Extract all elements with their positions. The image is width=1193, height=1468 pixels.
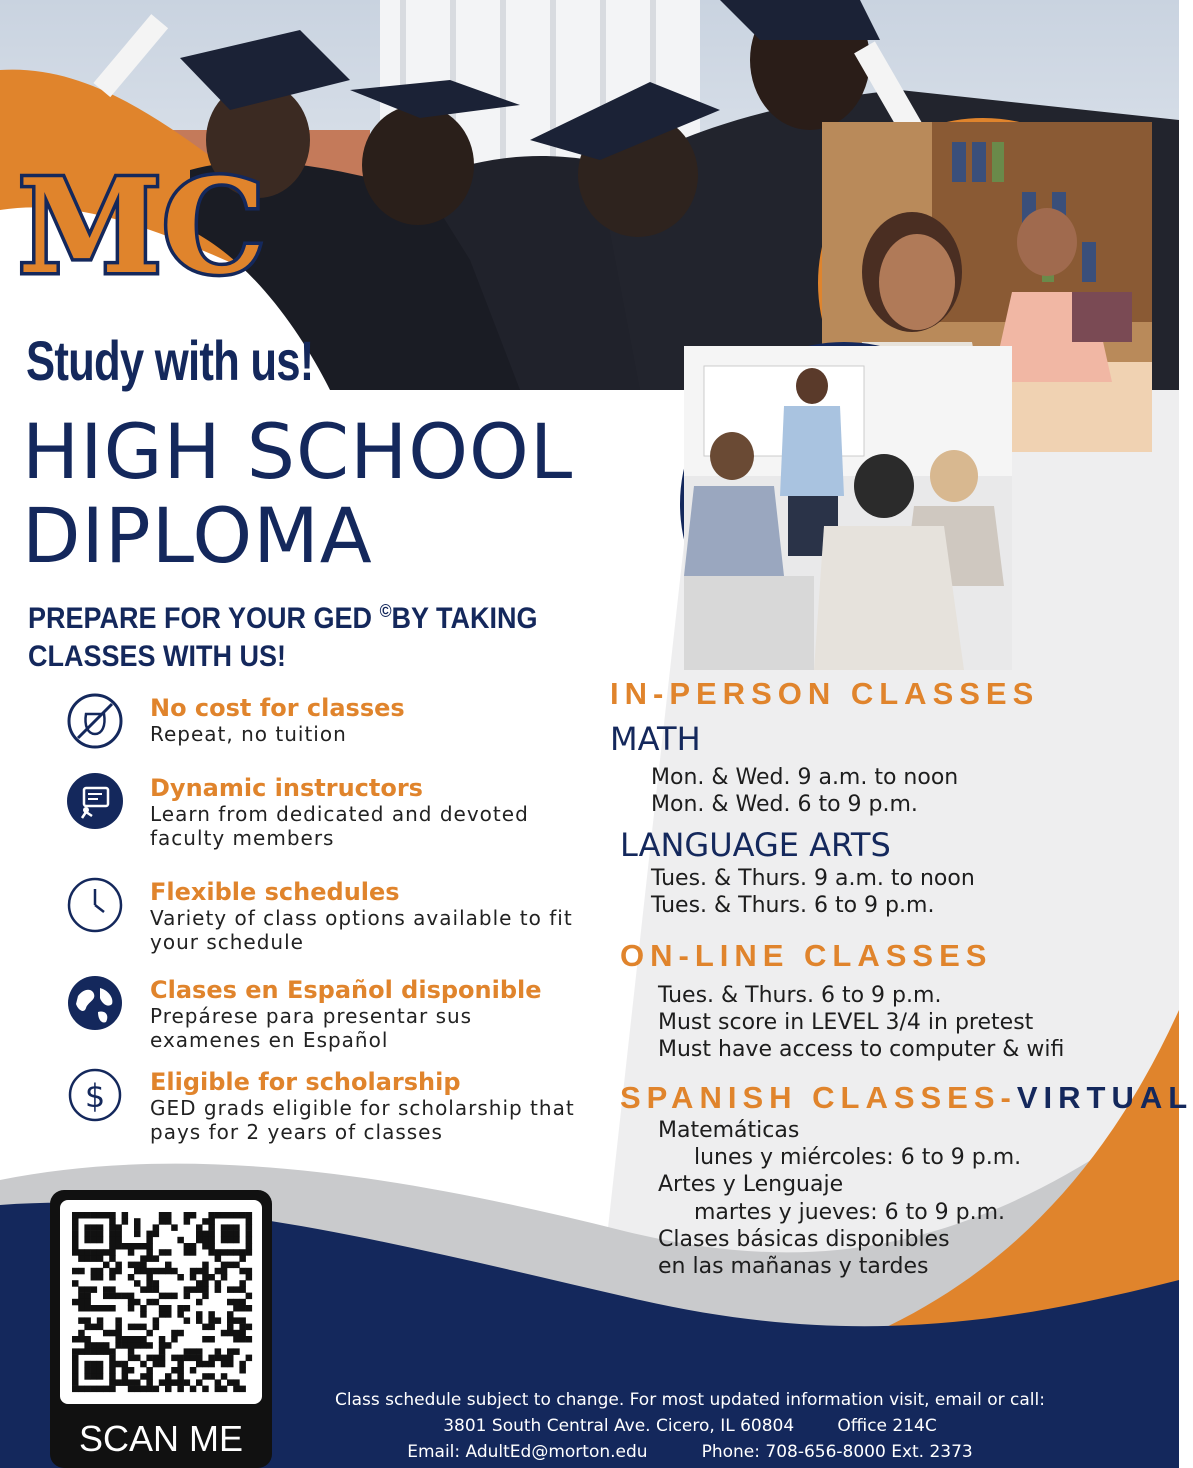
copyright-mark: © (379, 601, 392, 621)
title-line-2: DIPLOMA (22, 491, 373, 580)
feature-scholarship (66, 1066, 586, 1146)
spanish-line-2: lunes y miércoles: 6 to 9 p.m. (694, 1145, 1022, 1170)
svg-text:MC: MC (18, 150, 266, 303)
page-title (22, 407, 574, 580)
prepare-text-2: BY TAKING CLASSES WITH US! (28, 602, 538, 673)
in-person-heading: IN-PERSON CLASSES (610, 676, 1040, 711)
spanish-heading (620, 1080, 1193, 1116)
spanish-line-4: martes y jueves: 6 to 9 p.m. (694, 1200, 1006, 1225)
la-schedule-2: Tues. & Thurs. 6 to 9 p.m. (651, 893, 935, 918)
spanish-line-1: Matemáticas (658, 1118, 800, 1143)
presentation-icon (66, 772, 124, 830)
spanish-line-5: Clases básicas disponibles (658, 1227, 950, 1252)
dollar-icon (66, 1066, 124, 1124)
classroom-photo (680, 342, 1008, 666)
feature-flexible (66, 876, 586, 956)
online-line-3: Must have access to computer & wifi (658, 1037, 1065, 1062)
la-schedule-1: Tues. & Thurs. 9 a.m. to noon (651, 866, 975, 891)
feature-desc: GED grads eligible for scholarship that pays for 2 years of classes (150, 1096, 575, 1144)
qr-code[interactable] (60, 1200, 262, 1404)
footer-notice: Class schedule subject to change. For most updated information visit, email or call: (335, 1390, 1045, 1410)
svg-text:$: $ (84, 1077, 106, 1115)
globe-icon (66, 974, 124, 1032)
online-line-1: Tues. & Thurs. 6 to 9 p.m. (658, 983, 942, 1008)
feature-spanish (66, 974, 586, 1054)
footer-address: 3801 South Central Ave. Cicero, IL 60804 Office 214C (443, 1416, 937, 1436)
mc-logo (14, 150, 266, 303)
online-heading: ON-LINE CLASSES (620, 938, 993, 973)
spanish-line-3: Artes y Lenguaje (658, 1172, 844, 1197)
language-arts-title: LANGUAGE ARTS (620, 826, 891, 864)
spanish-line-6: en las mañanas y tardes (658, 1254, 929, 1279)
clock-icon (66, 876, 124, 934)
feature-desc: Learn from dedicated and devoted faculty members (150, 802, 529, 850)
math-title: MATH (610, 720, 701, 758)
spanish-heading-orange: SPANISH CLASSES- (620, 1080, 1017, 1115)
feature-no-cost (66, 692, 586, 772)
prepare-text-1: PREPARE FOR YOUR GED (28, 602, 373, 635)
feature-desc: Prepárese para presentar sus examenes en Español (150, 1004, 473, 1052)
prepare-ged-subtitle (28, 592, 604, 676)
feature-title: Clases en Español disponible (150, 976, 542, 1004)
no-cost-icon (66, 692, 124, 750)
scan-me-label: SCAN ME (78, 1418, 244, 1459)
qr-code-box[interactable] (50, 1190, 272, 1468)
online-line-2: Must score in LEVEL 3/4 in pretest (658, 1010, 1034, 1035)
study-with-us-heading: Study with us! (26, 329, 314, 392)
feature-title: Flexible schedules (150, 878, 400, 906)
footer-contact: Email: AdultEd@morton.edu Phone: 708-656-8000 Ext. 2373 (407, 1442, 973, 1462)
feature-title: No cost for classes (150, 694, 405, 722)
feature-desc: Repeat, no tuition (150, 722, 347, 746)
feature-title: Dynamic instructors (150, 774, 423, 802)
spanish-heading-virtual: VIRTUAL (1016, 1080, 1193, 1115)
math-schedule-1: Mon. & Wed. 9 a.m. to noon (651, 765, 959, 790)
feature-desc: Variety of class options available to fit your schedule (150, 906, 573, 954)
feature-instructors (66, 772, 586, 852)
title-line-1: HIGH SCHOOL (22, 407, 574, 496)
feature-title: Eligible for scholarship (150, 1068, 461, 1096)
math-schedule-2: Mon. & Wed. 6 to 9 p.m. (651, 792, 918, 817)
